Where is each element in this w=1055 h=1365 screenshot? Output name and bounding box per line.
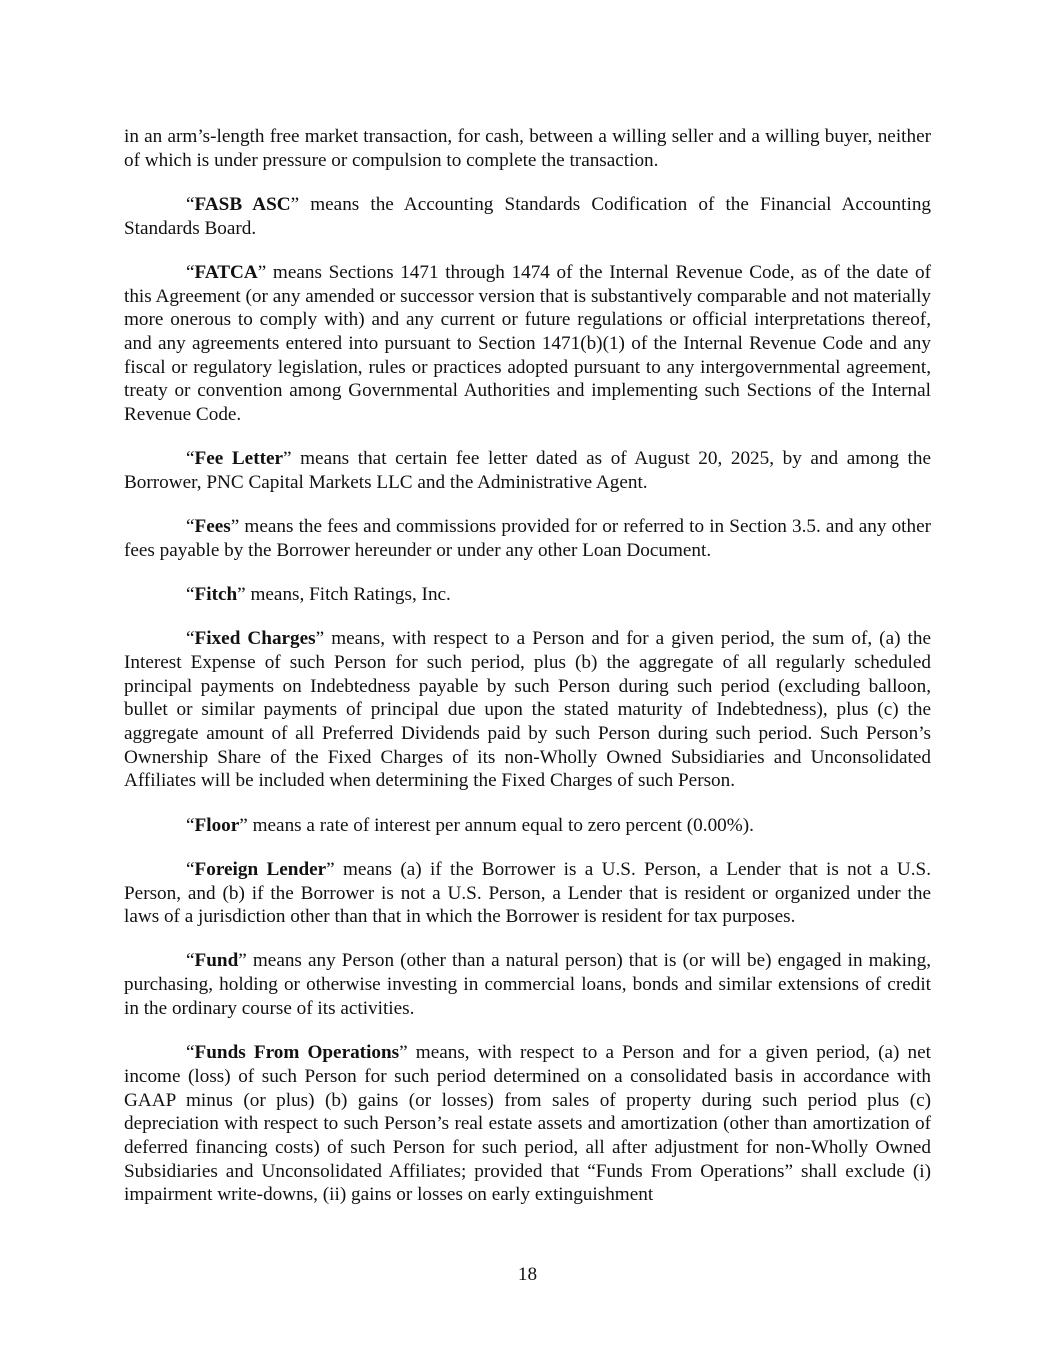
open-quote: “ bbox=[186, 814, 195, 836]
definition-fee-letter bbox=[124, 447, 931, 494]
definition-fatca bbox=[124, 261, 931, 427]
defined-term: Fees bbox=[194, 516, 231, 538]
page-number: 18 bbox=[517, 1264, 538, 1285]
definition-foreign-lender bbox=[124, 858, 931, 929]
open-quote: “ bbox=[186, 448, 195, 470]
defined-term: Funds From Operations bbox=[194, 1042, 400, 1064]
open-quote: “ bbox=[186, 584, 195, 606]
defined-term: FASB ASC bbox=[194, 193, 291, 215]
open-quote: “ bbox=[186, 858, 195, 880]
definition-text: ” means Sections 1471 through 1474 of the Internal Revenue Code, as of the date of this Agreement (or any amended or successor version that is substantively comparable and not materially more onerous to comply with) and any current or future regulations or official interpretations thereof, and any agreements entered into pursuant to Section 1471(b)(1) of the Internal Revenue Code and any fiscal or regulatory legislation, rules or practices adopted pursuant to any intergovernmental agreement, treaty or convention among Governmental Authorities and implementing such Sections of the Internal Revenue Code. bbox=[124, 261, 931, 426]
definition-funds-from-operations bbox=[124, 1041, 931, 1207]
open-quote: “ bbox=[186, 193, 195, 215]
definition-text: ” means, with respect to a Person and for a given period, the sum of, (a) the Interest Expense of such Person for such period, plus (b) the aggregate of all regularly scheduled principal payments on Indebtedness payable by such Person during such period (excluding balloon, bullet or similar payments of principal due upon the stated maturity of Indebtedness), plus (c) the aggregate amount of all Preferred Dividends paid by such Person during such period. Such Person’s Ownership Share of the Fixed Charges of its non-Wholly Owned Subsidiaries and Unconsolidated Affiliates will be included when determining the Fixed Charges of such Person. bbox=[124, 628, 931, 792]
defined-term: Fee Letter bbox=[194, 448, 284, 470]
definition-text: ” means that certain fee letter dated as of August 20, 2025, by and among the Borrower, PNC Capital Markets LLC and the Administrative Agent. bbox=[124, 448, 931, 493]
definition-fitch bbox=[124, 583, 931, 607]
open-quote: “ bbox=[186, 950, 195, 972]
document-page bbox=[124, 125, 931, 1228]
definition-floor bbox=[124, 814, 931, 838]
definition-text: ” means, with respect to a Person and for a given period, (a) net income (loss) of such Person for such period determined on a consolidated basis in accordance with GAAP minus (or plus) (b) gains (or losses) from sales of property during such period plus (c) depreciation with respect to such Person’s real estate assets and amortization (other than amortization of deferred financing costs) of such Person for such period, all after adjustment for non-Wholly Owned Subsidiaries and Unconsolidated Affiliates; provided that “Funds From Operations” shall exclude (i) impairment write-downs, (ii) gains or losses on early extinguishment bbox=[124, 1042, 931, 1206]
definition-fasb-asc bbox=[124, 193, 931, 240]
definition-text: ” means, Fitch Ratings, Inc. bbox=[237, 584, 451, 606]
open-quote: “ bbox=[186, 1042, 195, 1064]
definition-fixed-charges bbox=[124, 627, 931, 793]
definition-text: ” means (a) if the Borrower is a U.S. Person, a Lender that is not a U.S. Person, and (b) if the Borrower is not a U.S. Person, a Lender that is resident or organized under the laws of a jurisdiction other than that in which the Borrower is resident for tax purposes. bbox=[124, 858, 931, 928]
definition-fund bbox=[124, 949, 931, 1020]
defined-term: Foreign Lender bbox=[194, 858, 327, 880]
defined-term: Fixed Charges bbox=[194, 628, 316, 650]
defined-term: Fund bbox=[194, 950, 239, 972]
definition-text: ” means any Person (other than a natural person) that is (or will be) engaged in making, purchasing, holding or otherwise investing in commercial loans, bonds and similar extensions of credit in the ordinary course of its activities. bbox=[124, 950, 931, 1019]
continuation-paragraph: in an arm’s-length free market transaction, for cash, between a willing seller and a willing buyer, neither of which is under pressure or compulsion to complete the transaction. bbox=[124, 126, 931, 171]
open-quote: “ bbox=[186, 516, 195, 538]
definition-text: ” means a rate of interest per annum equal to zero percent (0.00%). bbox=[239, 814, 754, 836]
defined-term: FATCA bbox=[194, 261, 258, 283]
definition-fees bbox=[124, 515, 931, 562]
definition-text: ” means the Accounting Standards Codification of the Financial Accounting Standards Board. bbox=[124, 193, 932, 239]
defined-term: Floor bbox=[194, 814, 240, 836]
open-quote: “ bbox=[186, 261, 195, 283]
open-quote: “ bbox=[186, 628, 195, 650]
defined-term: Fitch bbox=[194, 584, 238, 606]
definition-text: ” means the fees and commissions provided for or referred to in Section 3.5. and any other fees payable by the Borrower hereunder or under any other Loan Document. bbox=[124, 516, 931, 561]
